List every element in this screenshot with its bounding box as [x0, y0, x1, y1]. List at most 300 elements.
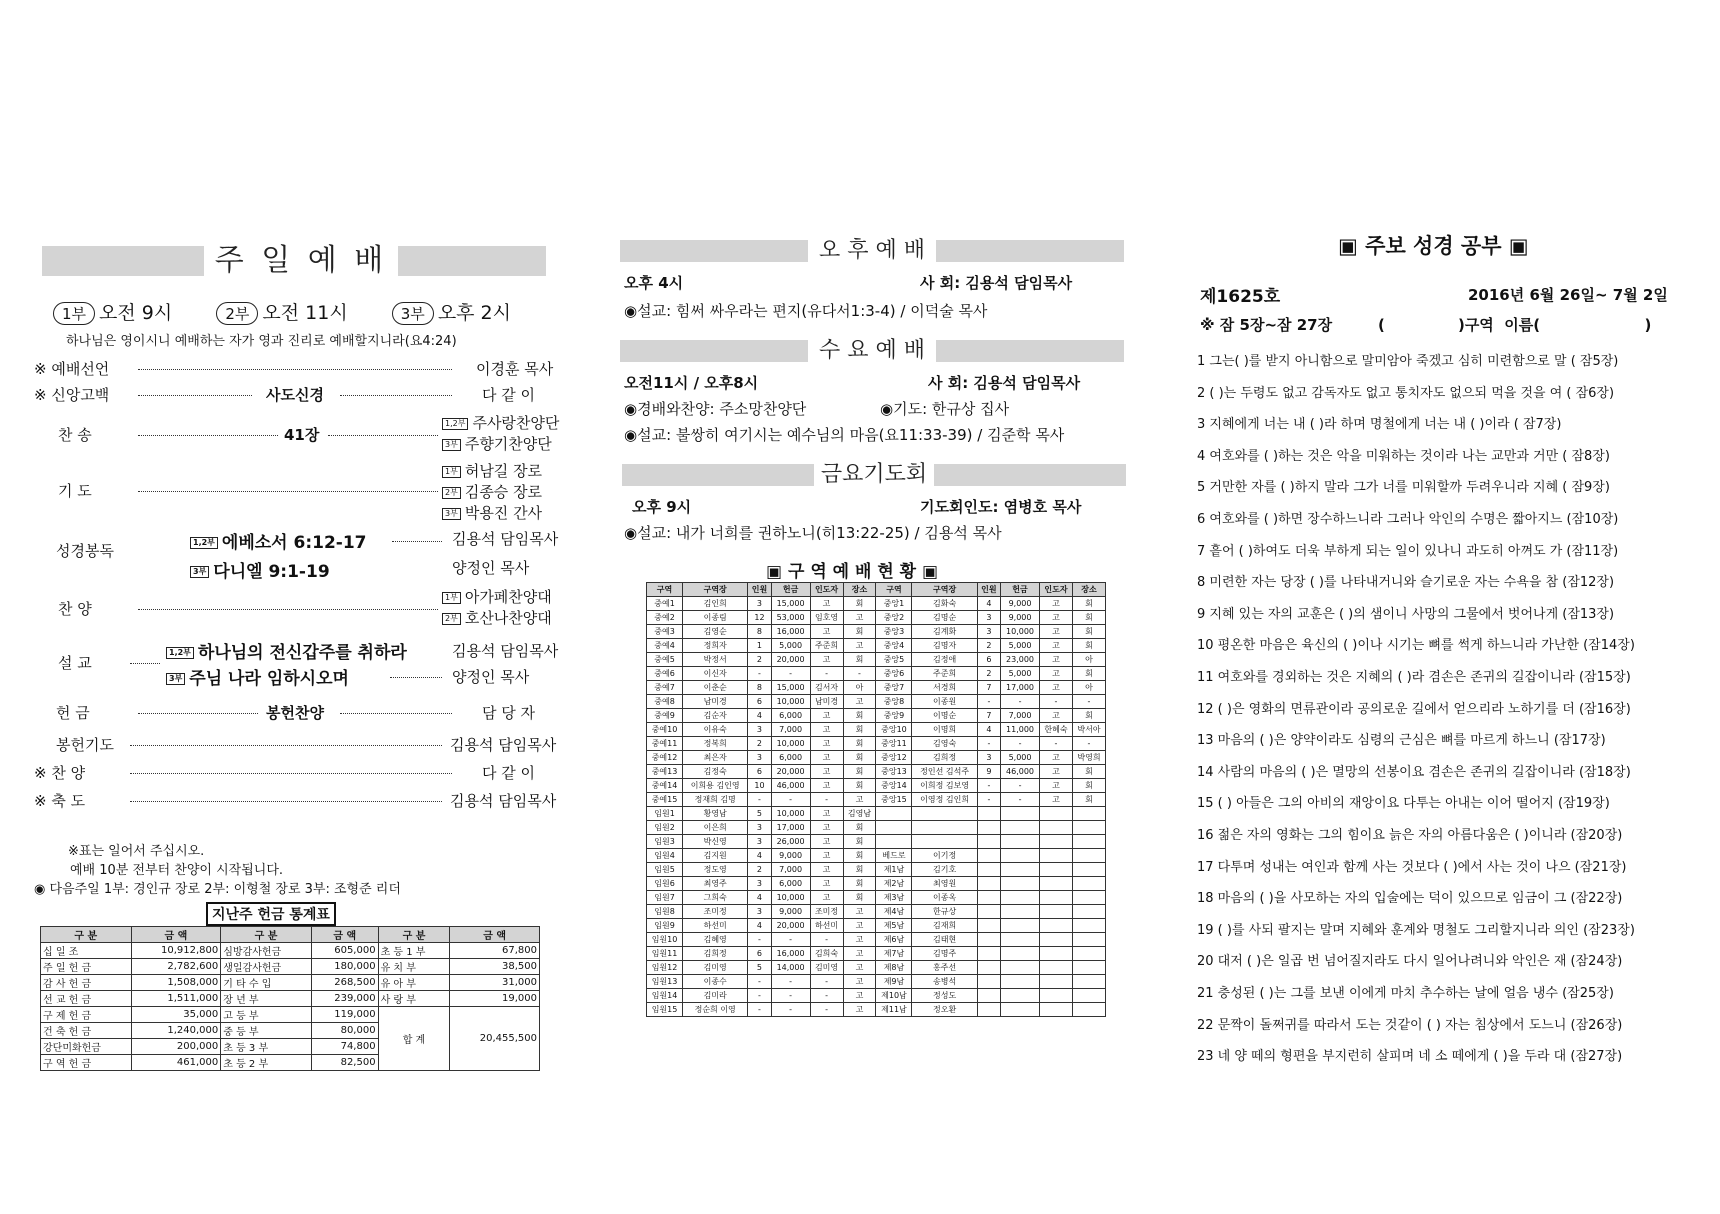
quiz-question: 10 평온한 마음은 육신의 ( )이나 시기는 뼈를 썩게 하느니라 가난한 (잠14장) [1197, 638, 1635, 654]
table-cell: 회 [843, 625, 876, 639]
table-cell: 회 [843, 863, 876, 877]
table-cell: 이종옥 [912, 891, 977, 905]
table-cell: 15,000 [771, 681, 810, 695]
table-cell: 고 [810, 807, 843, 821]
praise-choir-1 [442, 586, 552, 607]
table-cell: 605,000 [311, 943, 378, 959]
table-cell: 중예15 [647, 793, 683, 807]
table-row [647, 723, 1106, 737]
table-cell: - [771, 989, 810, 1003]
table-cell: 16,000 [771, 947, 810, 961]
table-cell: 초 등 1 부 [378, 943, 450, 959]
reading-label: 성경봉독 [56, 542, 114, 560]
blessing-leader: 김용석 담임목사 [450, 792, 557, 810]
table-cell: 중 등 부 [221, 1023, 312, 1039]
table-cell: 9 [977, 765, 1000, 779]
table-cell: 67,800 [450, 943, 540, 959]
table-cell: 이종림 [683, 611, 748, 625]
table-row [647, 737, 1106, 751]
table-cell: 중예3 [647, 625, 683, 639]
table-cell: 74,800 [311, 1039, 378, 1055]
column-header: 구역장 [912, 583, 977, 597]
table-cell: 4 [748, 919, 771, 933]
column-header: 구역 [647, 583, 683, 597]
table-cell: - [748, 1003, 771, 1017]
table-cell [1072, 877, 1105, 891]
table-cell: 4 [977, 723, 1000, 737]
table-cell: - [810, 1003, 843, 1017]
table-cell: 고 [810, 765, 843, 779]
table-cell: 생일감사헌금 [221, 959, 312, 975]
table-cell: 제2남 [876, 877, 912, 891]
table-cell: 중예6 [647, 667, 683, 681]
finance-title: 지난주 헌금 통계표 [206, 902, 336, 926]
quiz-question: 8 미련한 자는 당장 ( )를 나타내거니와 슬기로운 자는 수욕을 참 (잠12장) [1197, 575, 1615, 591]
table-row [647, 821, 1106, 835]
table-cell: 김희정 [912, 751, 977, 765]
table-cell: 고 [810, 653, 843, 667]
table-cell: 중예5 [647, 653, 683, 667]
table-cell: 1 [748, 639, 771, 653]
table-cell: 중예8 [647, 695, 683, 709]
table-cell: 회 [1072, 611, 1105, 625]
table-cell [977, 849, 1000, 863]
wednesday-prayer: ◉기도: 한규상 집사 [880, 400, 1010, 418]
table-cell: 회 [1072, 793, 1105, 807]
table-cell: 중앙14 [876, 779, 912, 793]
table-cell: 6 [748, 695, 771, 709]
choir-name: 아가페찬양대 [464, 588, 552, 606]
column-header: 구 분 [378, 927, 450, 943]
table-cell: - [771, 667, 810, 681]
table-cell: 고 [843, 947, 876, 961]
service-tag: 1,2부 [166, 647, 194, 659]
table-cell: 김화숙 [912, 597, 977, 611]
service-time: 오전 9시 [99, 302, 173, 324]
column-header: 금 액 [311, 927, 378, 943]
table-cell: 조미정 [683, 905, 748, 919]
quiz-question: 19 ( )를 사되 팔지는 말며 지혜와 훈계와 명철도 그리할지니라 의인 (잠23장) [1197, 922, 1635, 938]
table-cell: 회 [843, 751, 876, 765]
table-cell: 임원7 [647, 891, 683, 905]
table-cell: 이희정 김보영 [912, 779, 977, 793]
table-cell: 정재희 김명 [683, 793, 748, 807]
table-cell: 아 [843, 681, 876, 695]
table-cell: 7,000 [1001, 709, 1040, 723]
table-cell: 김영숙 [912, 737, 977, 751]
table-cell: 고 [810, 625, 843, 639]
leader-line [138, 395, 252, 396]
table-cell [977, 877, 1000, 891]
table-cell: 고 [810, 863, 843, 877]
table-cell: 5,000 [771, 639, 810, 653]
note-stand: ※표는 일어서 주십시오. [68, 844, 205, 859]
table-cell: - [1072, 695, 1105, 709]
table-cell: 서경희 [912, 681, 977, 695]
table-cell [1040, 919, 1073, 933]
table-cell [1040, 821, 1073, 835]
table-cell: 고 [843, 793, 876, 807]
table-cell: 회 [843, 891, 876, 905]
table-row [647, 891, 1106, 905]
table-row [647, 793, 1106, 807]
table-cell: 80,000 [311, 1023, 378, 1039]
table-cell: 제5남 [876, 919, 912, 933]
table-cell: 8 [748, 681, 771, 695]
table-row [647, 709, 1106, 723]
table-cell: 김태현 [912, 933, 977, 947]
table-cell: 임원4 [647, 849, 683, 863]
table-cell: 정인선 김석주 [912, 765, 977, 779]
reading-reader-2: 양정인 목사 [452, 559, 530, 577]
table-cell: - [1001, 779, 1040, 793]
table-cell [1001, 933, 1040, 947]
table-cell: 고 [810, 891, 843, 905]
table-cell: 정복희 [683, 737, 748, 751]
table-cell: 김서자 [810, 681, 843, 695]
table-cell: 고 [810, 779, 843, 793]
creed-label: ※ 신앙고백 [34, 386, 110, 404]
table-cell: 정도영 [683, 863, 748, 877]
table-row [647, 639, 1106, 653]
table-cell [1040, 877, 1073, 891]
quiz-question: 14 사람의 마음의 ( )은 멸망의 선봉이요 겸손은 존귀의 길잡이니라 (잠18장) [1197, 764, 1631, 780]
table-row [647, 611, 1106, 625]
page-title: 주 일 예 배 [204, 240, 398, 282]
table-cell: 한혜숙 [1040, 723, 1073, 737]
table-row [41, 975, 540, 991]
table-cell [876, 821, 912, 835]
leader-line [130, 663, 160, 664]
table-cell: 119,000 [311, 1007, 378, 1023]
person-name: 허남길 장로 [464, 462, 543, 480]
table-cell: 이유숙 [683, 723, 748, 737]
table-cell [1001, 877, 1040, 891]
table-cell: 2 [977, 639, 1000, 653]
table-row [647, 835, 1106, 849]
column-header: 금 액 [450, 927, 540, 943]
table-cell: 회 [843, 779, 876, 793]
table-cell: - [810, 667, 843, 681]
table-cell: 박신영 [683, 835, 748, 849]
quiz-question: 5 거만한 자를 ( )하지 말라 그가 너를 미워할까 두려우니라 지혜 ( 잠9장) [1197, 480, 1610, 496]
leader-line [392, 541, 442, 542]
table-cell [1040, 989, 1073, 1003]
table-cell: - [843, 667, 876, 681]
table-cell [1040, 849, 1073, 863]
table-cell: 회 [843, 709, 876, 723]
table-cell: 중예14 [647, 779, 683, 793]
study-title: ▣ 주보 성경 공부 ▣ [1338, 234, 1529, 258]
sermon-preacher-2: 양정인 목사 [452, 668, 530, 686]
table-cell: 조미정 [810, 905, 843, 919]
table-cell: 17,000 [771, 821, 810, 835]
wednesday-time: 오전11시 / 오후8시 [624, 374, 759, 392]
issue-date: 2016년 6월 26일~ 7월 2일 [1468, 286, 1668, 304]
passage: 다니엘 9:1-19 [213, 562, 330, 582]
table-cell: 3 [977, 611, 1000, 625]
table-cell: 고 [1040, 667, 1073, 681]
table-cell: 7,000 [771, 863, 810, 877]
table-cell: 남미경 [683, 695, 748, 709]
service-tag: 2부 [442, 613, 461, 625]
table-cell: 3 [748, 835, 771, 849]
quiz-question: 21 충성된 ( )는 그를 보낸 이에게 마치 추수하는 날에 얼음 냉수 (잠25장) [1197, 986, 1614, 1001]
table-cell [1072, 961, 1105, 975]
table-cell [1001, 849, 1040, 863]
person-name: 박용진 간사 [464, 504, 543, 522]
table-cell: 김영남 [843, 807, 876, 821]
district-title: ▣ 구 역 예 배 현 황 ▣ [766, 562, 939, 582]
table-cell: 김정숙 [683, 765, 748, 779]
quiz-question: 9 지혜 있는 자의 교훈은 ( )의 샘이니 사망의 그물에서 벗어나게 (잠13장) [1197, 606, 1615, 622]
table-cell: 임원8 [647, 905, 683, 919]
name-blanks: ( )구역 이름( ) [1378, 316, 1652, 334]
table-cell: 선 교 헌 금 [41, 991, 132, 1007]
table-cell: 고 [1040, 765, 1073, 779]
hymn-choir-2 [442, 433, 552, 454]
table-cell [876, 835, 912, 849]
table-cell: 중앙13 [876, 765, 912, 779]
table-cell: 그희숙 [683, 891, 748, 905]
service-tag: 1,2부 [442, 418, 468, 430]
table-cell: 6 [977, 653, 1000, 667]
table-cell: 임원12 [647, 961, 683, 975]
table-row [647, 751, 1106, 765]
table-cell [1072, 919, 1105, 933]
column-header: 헌금 [1001, 583, 1040, 597]
table-cell: 김순자 [683, 709, 748, 723]
table-cell: 중앙2 [876, 611, 912, 625]
table-row [647, 961, 1106, 975]
table-cell [1040, 947, 1073, 961]
sermon-label: 설 교 [58, 654, 92, 672]
table-cell [1001, 891, 1040, 905]
table-cell: 11,000 [1001, 723, 1040, 737]
column-header: 구 분 [41, 927, 132, 943]
table-cell: 5,000 [1001, 667, 1040, 681]
table-cell: 중앙5 [876, 653, 912, 667]
service-badge: 3부 [392, 302, 434, 325]
table-cell [1072, 821, 1105, 835]
leader-line [390, 677, 442, 678]
prayer-label: 기 도 [58, 482, 92, 500]
table-cell: 송병석 [912, 975, 977, 989]
afternoon-host: 사 회: 김용석 담임목사 [920, 274, 1073, 292]
table-cell: 6 [748, 765, 771, 779]
table-cell: - [748, 793, 771, 807]
passage: 에베소서 6:12-17 [221, 533, 367, 553]
table-cell: 박영희 [1072, 751, 1105, 765]
table-cell: 임원15 [647, 1003, 683, 1017]
leader-line [130, 801, 442, 802]
table-cell [1001, 821, 1040, 835]
table-cell: 고 [1040, 779, 1073, 793]
table-cell: 김지원 [683, 849, 748, 863]
quiz-question: 7 흩어 ( )하여도 더욱 부하게 되는 일이 있나니 과도히 아껴도 가 (잠11장) [1197, 543, 1619, 559]
column-header: 인도자 [810, 583, 843, 597]
prayer-person-2 [442, 481, 542, 502]
table-cell [977, 989, 1000, 1003]
table-row [647, 849, 1106, 863]
table-cell: 고 [843, 975, 876, 989]
table-cell: 임원1 [647, 807, 683, 821]
table-cell: 중앙11 [876, 737, 912, 751]
sermon-title: 주님 나라 임하시오며 [189, 669, 349, 689]
table-cell: 고 [843, 1003, 876, 1017]
table-cell: 200,000 [131, 1039, 221, 1055]
column-header: 인원 [748, 583, 771, 597]
table-cell: 이명희 [912, 723, 977, 737]
reading-reader-1: 김용석 담임목사 [452, 530, 559, 548]
table-cell: 9,000 [1001, 611, 1040, 625]
table-cell [1072, 975, 1105, 989]
table-cell: 고 [810, 709, 843, 723]
table-cell: - [810, 975, 843, 989]
table-header-row [647, 583, 1106, 597]
table-cell: 남미경 [810, 695, 843, 709]
table-cell: 고 [843, 989, 876, 1003]
choir-name: 주향기찬양단 [464, 435, 552, 453]
table-cell: 김미영 [810, 961, 843, 975]
table-cell: 회 [1072, 765, 1105, 779]
person-name: 김종승 장로 [464, 483, 543, 501]
quiz-question: 3 지혜에게 너는 내 ( )라 하며 명철에게 너는 내 ( )이라 ( 잠7장) [1197, 417, 1562, 433]
table-cell: 10,000 [771, 891, 810, 905]
table-cell: 고 [810, 849, 843, 863]
column-header: 구역 [876, 583, 912, 597]
table-cell: 김재희 [912, 919, 977, 933]
table-cell: - [771, 975, 810, 989]
table-cell [1001, 919, 1040, 933]
table-cell [977, 807, 1000, 821]
quiz-question: 11 여호와를 경외하는 것은 지혜의 ( )라 겸손은 존귀의 길잡이니라 (잠15장) [1197, 670, 1631, 685]
praise2-label: ※ 찬 양 [34, 764, 86, 782]
prayer-person-3 [442, 502, 542, 523]
table-cell: 고 [1040, 751, 1073, 765]
table-cell: 7,000 [771, 723, 810, 737]
table-cell [1040, 863, 1073, 877]
column-header: 인도자 [1040, 583, 1073, 597]
table-cell: 고 [1040, 611, 1073, 625]
table-cell: 고 등 부 [221, 1007, 312, 1023]
table-cell: 중앙4 [876, 639, 912, 653]
column-header: 구역장 [683, 583, 748, 597]
table-cell: 3 [748, 821, 771, 835]
table-cell: 239,000 [311, 991, 378, 1007]
table-cell: 5 [748, 961, 771, 975]
quiz-question: 23 네 양 떼의 형편을 부지런히 살피며 네 소 떼에게 ( )을 두라 대 (잠27장) [1197, 1049, 1623, 1065]
table-cell: 26,000 [771, 835, 810, 849]
table-cell: - [977, 779, 1000, 793]
offering-leader: 담 당 자 [482, 704, 536, 722]
table-cell [1001, 905, 1040, 919]
table-cell: 구 제 헌 금 [41, 1007, 132, 1023]
table-cell: 4 [748, 709, 771, 723]
table-cell: 9,000 [771, 905, 810, 919]
table-cell: - [748, 933, 771, 947]
table-cell: 제4남 [876, 905, 912, 919]
table-cell: 중앙9 [876, 709, 912, 723]
service-times [53, 298, 511, 325]
table-row [647, 695, 1106, 709]
table-cell: 임원11 [647, 947, 683, 961]
table-cell: 10,000 [1001, 625, 1040, 639]
table-cell: 6 [748, 947, 771, 961]
service-tag: 3부 [442, 439, 461, 451]
afternoon-title: 오 후 예 배 [808, 236, 936, 266]
table-cell: 최은자 [683, 751, 748, 765]
table-cell: 김기호 [912, 863, 977, 877]
table-cell: 3 [977, 751, 1000, 765]
table-row [647, 947, 1106, 961]
table-cell: 건 축 헌 금 [41, 1023, 132, 1039]
offering-label: 헌 금 [56, 704, 90, 722]
table-cell: - [1001, 695, 1040, 709]
quiz-question: 22 문짝이 돌쩌귀를 따라서 도는 것같이 ( ) 자는 침상에서 도느니 (잠26장) [1197, 1017, 1623, 1033]
friday-time: 오후 9시 [632, 498, 692, 516]
table-cell: 고 [810, 723, 843, 737]
column-header: 구 분 [221, 927, 312, 943]
table-cell: 김명자 [912, 639, 977, 653]
table-cell: 베드로 [876, 849, 912, 863]
table-cell: 중예7 [647, 681, 683, 695]
table-cell [1001, 961, 1040, 975]
wednesday-choir: ◉경배와찬양: 주소망찬양단 [624, 400, 807, 418]
table-cell [1040, 905, 1073, 919]
table-cell [1040, 891, 1073, 905]
table-cell: 10,000 [771, 695, 810, 709]
table-cell: - [771, 1003, 810, 1017]
table-cell [977, 961, 1000, 975]
table-cell: 중앙6 [876, 667, 912, 681]
sermon-title-2 [166, 664, 349, 689]
table-cell: - [1040, 695, 1073, 709]
table-cell: 6,000 [771, 877, 810, 891]
table-cell: 중앙7 [876, 681, 912, 695]
table-cell: 고 [810, 877, 843, 891]
table-cell: 임원5 [647, 863, 683, 877]
table-cell: 10,000 [771, 807, 810, 821]
table-cell: 3 [748, 597, 771, 611]
table-cell: 회 [1072, 779, 1105, 793]
table-cell: 정성도 [912, 989, 977, 1003]
table-cell: 제3남 [876, 891, 912, 905]
table-cell: - [1001, 793, 1040, 807]
table-cell: 임원3 [647, 835, 683, 849]
table-cell: 김희정 [683, 947, 748, 961]
table-cell: 김인희 [683, 597, 748, 611]
table-cell: 53,000 [771, 611, 810, 625]
sermon-title-1 [166, 638, 407, 663]
leader-line [138, 491, 438, 492]
table-cell: 임원13 [647, 975, 683, 989]
service-tag: 3부 [442, 508, 461, 520]
table-row [647, 919, 1106, 933]
note-next-week: ◉ 다음주일 1부: 경인규 장로 2부: 이형철 장로 3부: 조형준 리더 [34, 882, 401, 897]
table-cell: 회 [843, 723, 876, 737]
blessing-label: ※ 축 도 [34, 792, 86, 810]
table-cell: 중앙8 [876, 695, 912, 709]
choir-name: 호산나찬양대 [464, 609, 552, 627]
service-time: 오전 11시 [262, 302, 348, 324]
quiz-question: 15 ( ) 아들은 그의 아비의 재앙이요 다투는 아내는 이어 떨어지 (잠19장) [1197, 796, 1610, 812]
table-cell: 중예1 [647, 597, 683, 611]
table-cell: 23,000 [1001, 653, 1040, 667]
service-tag: 1,2부 [190, 537, 218, 549]
table-cell: - [771, 793, 810, 807]
table-cell: 중앙1 [876, 597, 912, 611]
